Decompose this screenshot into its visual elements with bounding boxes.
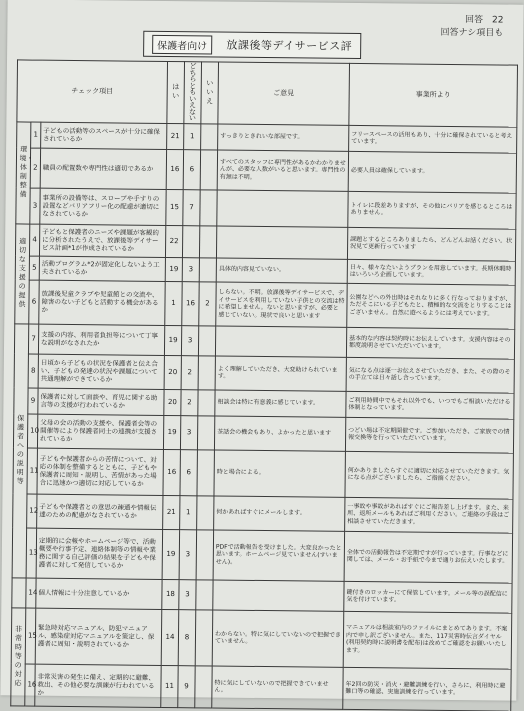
opinion-text: 時と場合による。 — [214, 450, 345, 497]
col-header-yes: はい — [167, 61, 185, 123]
opinion-text: PDFで活動報告を受けました。大変良かったと思います。ホームページ見ていません(すいません)。 — [213, 530, 345, 581]
check-item: 保護者に対して面談や、育児に関する助言等の支援が行われているか — [38, 388, 164, 415]
count-neutral: 6 — [183, 149, 200, 189]
check-item: 個人情報に十分注意しているか — [36, 578, 162, 609]
response-text: 公園などへの外出時はそれなりに多く行なっておりますが、ただそこにいる子どもたと、積極的な交流をとりすることはございません。自然に遊べるようには考えています。 — [347, 283, 515, 329]
opinion-text: わからない。特に気にしていないので把握できていません。 — [212, 609, 344, 666]
count-yes: 19 — [165, 257, 182, 281]
count-yes: 21 — [167, 123, 184, 149]
row-number: 3 — [30, 188, 40, 224]
opinion-text: 相談会は特に有意義に感じています。 — [215, 390, 346, 417]
count-no — [198, 325, 215, 355]
opinion-text — [216, 226, 347, 259]
response-text: 気になる点は逐一お伝えさせていただき、また、その際のその手立ては日々話し合っています。 — [346, 357, 514, 393]
row-number: 8 — [28, 354, 38, 388]
count-no — [196, 529, 214, 579]
opinion-text: 茶話会の機会もあり、よかったと思います — [214, 416, 345, 451]
count-neutral: 2 — [181, 355, 198, 389]
count-yes: 19 — [162, 529, 180, 579]
check-item: 放課後児童クラブや児童館との交流や、障害のない子どもと活動する機会があるか — [39, 280, 165, 325]
row-number: 4 — [29, 224, 39, 256]
response-text: フリースペースの活用もあり、十分に確保されていると考えています。 — [349, 125, 517, 153]
table-row — [15, 223, 515, 260]
response-text: トイレに段差ありますが、その他にバリアを感じるところはありません。 — [348, 191, 516, 229]
count-no: 2 — [199, 281, 216, 325]
row-number: 12 — [27, 494, 37, 528]
row-number: 7 — [28, 324, 38, 354]
count-neutral: 8 — [178, 609, 196, 665]
check-item: 職員の配置数や専門性は適切であるか — [40, 148, 166, 189]
table-row — [13, 493, 513, 532]
response-text: つどい場は不定期開催です。ご参加いただき、ご家族での情報交換等を行っていただいています。 — [345, 417, 513, 453]
col-header-no: いいえ — [201, 62, 219, 124]
answer-count-line2: 回答ナシ項目も — [440, 27, 504, 39]
response-text: 何かありましたらすぐに適切に対応させていただきます。気になる点がございましたら、ご指摘ください。 — [345, 451, 513, 499]
answer-count-line1: 回答 22 — [464, 15, 504, 26]
row-number: 15 — [25, 608, 36, 664]
table-row — [12, 527, 513, 582]
count-yes: 20 — [164, 355, 181, 389]
count-no — [197, 495, 214, 529]
category-support: 適切な支援の提供 — [15, 223, 30, 323]
check-item: 定期的に会報やホームページ等で、活動概要や行事予定、連絡体制等の情報や業務に関する自己評価の結果を子どもや保護者に対して発信しているか — [36, 528, 163, 579]
col-header-item: チェック項目 — [17, 60, 168, 123]
row-number: 16 — [25, 664, 35, 706]
count-no — [199, 257, 216, 281]
count-no — [195, 609, 213, 665]
count-neutral: 1 — [180, 495, 197, 529]
response-text: 課題とするところありましたら、どんどんお話ください。状況見て更新行っています — [347, 227, 515, 261]
check-item: 父母の会の活動の支援や、保護者会等の開催等により保護者同士の連携が支援されているか — [37, 414, 163, 449]
opinion-text — [215, 326, 346, 357]
check-item: 支援の内容、利用者負担等について丁寧な説明がなされたか — [38, 324, 164, 355]
count-yes: 14 — [161, 609, 179, 665]
table-row — [14, 353, 514, 392]
page-title: 放課後等デイサービス評 — [226, 38, 353, 53]
count-no — [197, 415, 214, 449]
table-row — [13, 447, 513, 498]
count-no — [197, 449, 214, 495]
count-neutral: 7 — [183, 189, 200, 225]
table-row — [15, 279, 515, 328]
opinion-text — [217, 190, 348, 227]
count-no — [198, 355, 215, 389]
response-text: 年2回の防災・消火・避難訓練を行い、さらに、利用時に避難口等の確認、実施訓練を行っています。 — [343, 667, 511, 711]
col-header-neutral: どちらともいえない — [184, 62, 202, 124]
count-yes: 16 — [163, 449, 180, 495]
row-number: 1 — [31, 122, 41, 148]
check-item: 活動プログラム*2が固定化しないよう工夫されているか — [39, 256, 165, 281]
response-text: マニュアルは相談室内のファイルにまとめてあります。不案内で申し訳ございません。また、117災害時伝言ダイヤル(利用契約時に説明書を配布)は改めてご確認をお願いいたします。 — [343, 611, 512, 669]
category-emergency: 非常時等の対応 — [11, 607, 26, 705]
response-text: 必要人員は確保しています。 — [348, 151, 516, 193]
count-no — [199, 225, 216, 257]
count-no — [200, 189, 217, 225]
count-neutral — [182, 225, 199, 257]
count-yes: 22 — [165, 225, 182, 257]
row-number: 5 — [29, 256, 39, 280]
table-header-row — [17, 60, 518, 127]
answer-count — [440, 14, 503, 41]
row-number: 14 — [26, 578, 36, 608]
count-neutral: 3 — [181, 325, 198, 355]
count-no — [200, 149, 217, 189]
count-neutral: 6 — [180, 449, 197, 495]
count-yes: 19 — [164, 325, 181, 355]
category-blank — [12, 577, 26, 607]
check-item: 子どもと保護者のニーズや課題が客観的に分析されたうえで、放課後等デイサービス計画*1が作成されているか — [39, 224, 165, 257]
count-no — [195, 665, 212, 707]
table-row — [13, 413, 513, 452]
response-text: 一事故や事故があればすぐにご報告差し上げます。また、来所、退所メールもあればご利用ください。ご連絡の手段はご相談させていただきます。 — [345, 497, 513, 533]
table-row — [16, 147, 516, 192]
opinion-text: 具体的内容見ていない。 — [216, 258, 347, 283]
title-box — [143, 31, 361, 59]
count-yes: 15 — [166, 189, 183, 225]
opinion-text: しらない。不明。放課後等デイサービスで、デイサービスを利用していない子供との交流は特に希望しません。ないと思いますが、必要と感じていない。現状で良いと思います — [216, 282, 347, 327]
check-item: 日頃から子どもの状況を保護者と伝え合い、子どもの発達の状況や課題について共通理解ができているか — [38, 354, 164, 389]
opinion-text: 何かあればすぐにメールします。 — [214, 496, 345, 531]
check-item: 子どもや保護者からの苦情について、対応の体制を整備するとともに、子どもや保護者に周知・説明し、苦情があった場合に迅速かつ適切に対応しているか — [37, 448, 163, 495]
row-number: 2 — [30, 148, 40, 188]
table-row — [11, 607, 512, 668]
opinion-text: よく理解していただき、大変助けられています。 — [215, 356, 346, 391]
category-parents: 保護者への説明等 — [12, 323, 29, 577]
count-yes: 1 — [165, 281, 182, 325]
count-yes: 19 — [163, 415, 180, 449]
table-row — [11, 663, 511, 710]
count-neutral: 3 — [182, 257, 199, 281]
row-number: 11 — [27, 448, 37, 494]
row-number: 10 — [27, 414, 37, 448]
count-neutral: 3 — [179, 579, 196, 609]
response-text: 基本的な内容は契約時にお伝えしています。支援内容はその都度説明させていただいています。 — [346, 327, 514, 359]
count-neutral: 3 — [179, 529, 197, 579]
response-text: 日々、様々なたいようプランを用意しています。長期休暇時はいろいろ企画しています。 — [347, 259, 515, 285]
opinion-text: すっきりときれいな部屋です。 — [218, 124, 349, 151]
count-yes: 21 — [163, 495, 180, 529]
row-number: 13 — [26, 528, 37, 578]
table-row — [16, 187, 516, 228]
opinion-text: すべてのスタッフに専門性があるかわかりませんが、必要な人数がいると思います。専門性の有無は不明。 — [217, 150, 348, 191]
check-item: 子どもや保護者との意思の疎通や情報伝達のための配慮がなされているか — [37, 494, 163, 529]
audience-tag: 保護者向け — [152, 34, 212, 54]
count-neutral: 9 — [178, 665, 195, 707]
opinion-text: 特に気にしていないので把握できていません。 — [212, 665, 343, 708]
count-neutral: 16 — [182, 281, 199, 325]
check-item: 事業所の設備等は、スロープや手すりの設置などバリアフリー化の配慮が適切になされているか — [40, 188, 166, 225]
count-yes: 20 — [164, 389, 181, 415]
col-header-opinion: ご意見 — [218, 62, 350, 125]
response-text: 鍵付きのロッカーにて保管しています。メール等の誤配信に気を付けています。 — [344, 581, 512, 613]
count-no — [201, 123, 218, 149]
response-text: ご利用時間中でもそれ以外でも、いつでもご相談いただける体制となっています。 — [346, 391, 514, 419]
row-number: 9 — [28, 388, 38, 414]
evaluation-table — [10, 59, 518, 711]
category-environment: 環境・体制整備 — [16, 121, 31, 223]
count-neutral: 3 — [180, 415, 197, 449]
count-no — [198, 389, 215, 415]
count-neutral: 1 — [184, 123, 201, 149]
row-number: 6 — [29, 280, 39, 324]
response-text: 全体での活動報告は不定期ですが行っています。行事などに関しては、メール・お手紙で今まで通りお伝えいたします。 — [344, 531, 513, 583]
opinion-text — [213, 580, 344, 611]
count-yes: 16 — [166, 149, 183, 189]
count-neutral: 2 — [181, 389, 198, 415]
count-yes: 11 — [161, 665, 178, 707]
col-header-response: 事業所より — [349, 63, 518, 126]
check-item: 非常災害の発生に備え、定期的に避難、救出、その他必要な訓練が行われているか — [35, 664, 161, 707]
check-item: 緊急時対応マニュアル、防犯マニュアル、感染症対応マニュアルを策定し、保護者に周知・説明されているか — [35, 608, 162, 665]
count-yes: 18 — [162, 579, 179, 609]
count-no — [196, 579, 213, 609]
check-item: 子どもの活動等のスペースが十分に確保されているか — [41, 122, 167, 149]
